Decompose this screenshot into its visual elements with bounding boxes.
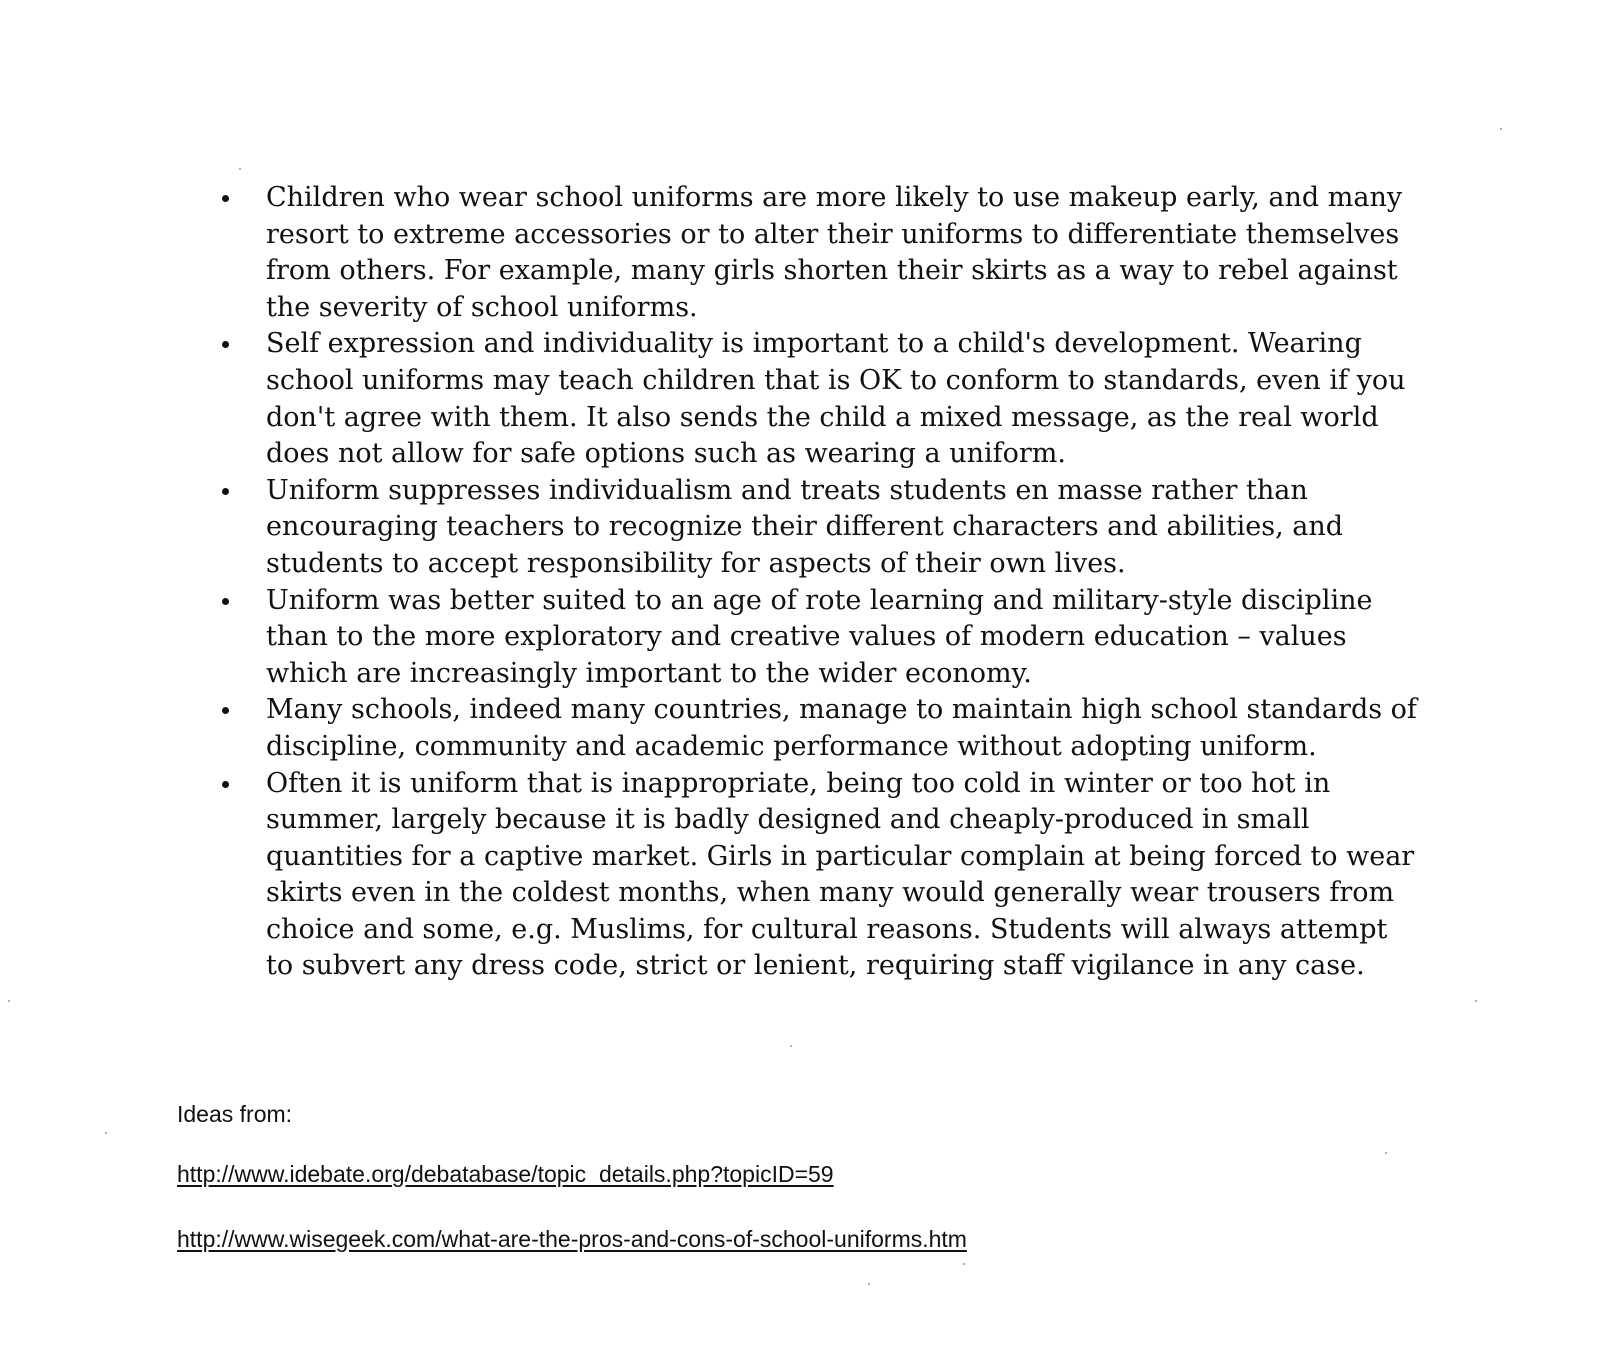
bullet-icon	[222, 195, 229, 202]
bullet-item	[220, 766, 1420, 986]
bullet-text: Uniform was better suited to an age of rote learning and military-style discipline than to the more exploratory and creative values of modern education – values which are increasingly important to the wider economy.	[266, 584, 1373, 689]
bullet-item	[220, 692, 1420, 765]
bullet-icon	[222, 598, 229, 605]
scan-speck	[1475, 1000, 1477, 1002]
bullet-text: Uniform suppresses individualism and treats students en masse rather than encouraging teachers to recognize their different characters and abilities, and students to accept responsibility for aspects of their own lives.	[266, 474, 1344, 579]
bullet-icon	[222, 707, 229, 714]
bullet-text: Children who wear school uniforms are more likely to use makeup early, and many resort to extreme accessories or to alter their uniforms to differentiate themselves from others. For example, many girls shorten their skirts as a way to rebel against the severity of school uniforms.	[266, 182, 1403, 323]
scan-speck	[963, 1263, 965, 1265]
bullet-item	[220, 583, 1420, 693]
source-link-wisegeek[interactable]: http://www.wisegeek.com/what-are-the-pros-and-cons-of-school-uniforms.htm	[177, 1226, 967, 1252]
scan-speck	[8, 1000, 10, 1002]
scan-speck	[105, 1132, 107, 1134]
scan-speck	[1385, 1152, 1387, 1154]
bullet-text: Often it is uniform that is inappropriate, being too cold in winter or too hot in summer, largely because it is badly designed and cheaply-produced in small quantities for a captive market. Girls in particular complain at being forced to wear skirts even in the coldest months, when many would generally wear trousers from choice and some, e.g. Muslims, for cultural reasons. Students will always attempt to subvert any dress code, strict or lenient, requiring staff vigilance in any case.	[266, 767, 1415, 982]
bullet-text: Self expression and individuality is important to a child's development. Wearing school uniforms may teach children that is OK to conform to standards, even if you don't agree with them. It also sends the child a mixed message, as the real world does not allow for safe options such as wearing a uniform.	[266, 328, 1406, 470]
bullet-item	[220, 326, 1420, 472]
bullet-icon	[222, 781, 229, 788]
sources-section	[177, 1100, 1277, 1290]
bullet-item	[220, 473, 1420, 583]
scan-speck	[239, 168, 241, 170]
sources-heading: Ideas from:	[177, 1101, 293, 1127]
bullet-icon	[222, 488, 229, 495]
bullet-text: Many schools, indeed many countries, manage to maintain high school standards of discipline, community and academic performance without adopting uniform.	[266, 694, 1417, 762]
bullet-icon	[222, 341, 229, 348]
scan-speck	[790, 1045, 792, 1047]
source-link-idebate[interactable]: http://www.idebate.org/debatabase/topic_details.php?topicID=59	[177, 1161, 834, 1187]
bullet-item	[220, 180, 1420, 326]
scan-speck	[868, 1283, 870, 1285]
argument-bullet-list	[220, 180, 1420, 985]
scan-speck	[1500, 128, 1502, 130]
